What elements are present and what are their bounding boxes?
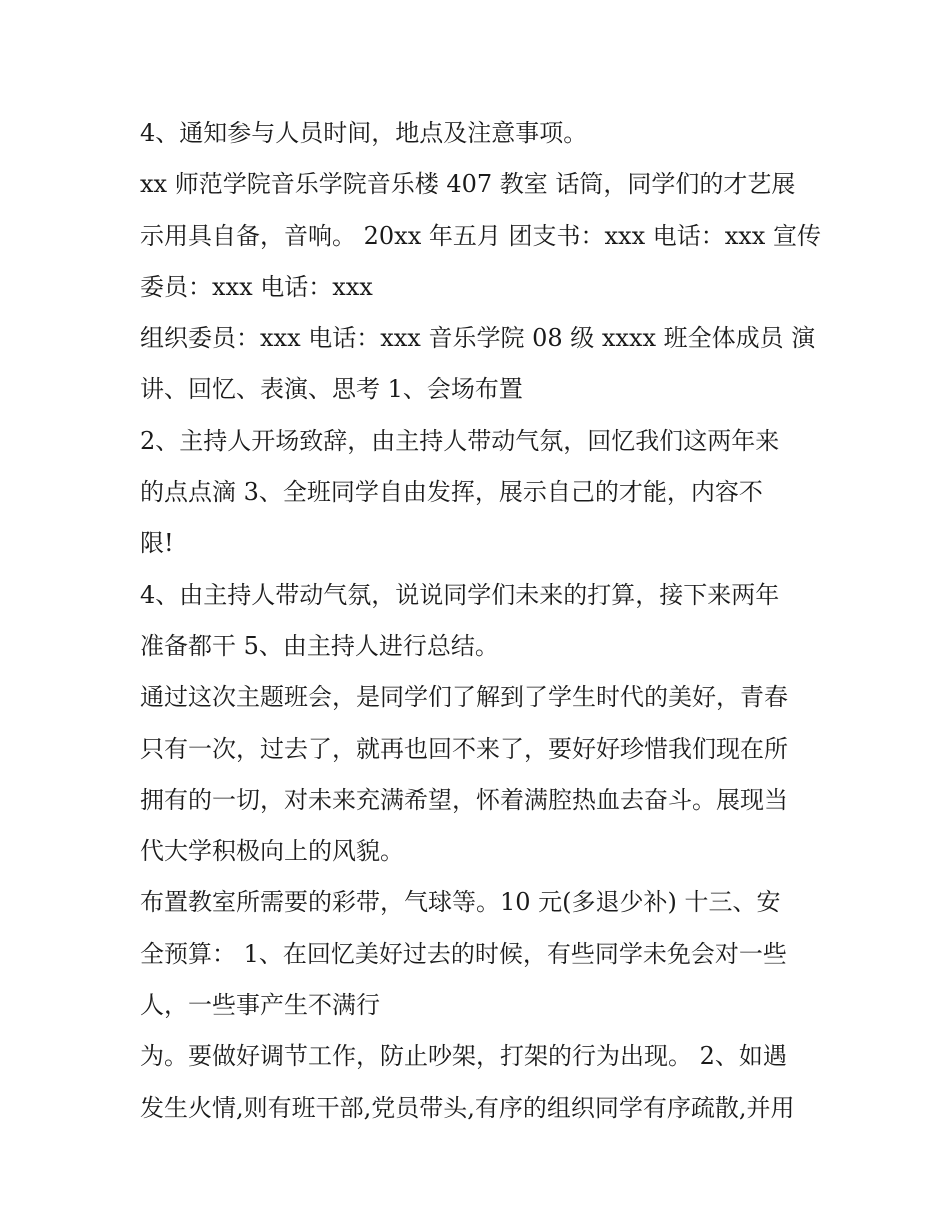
text-line: 2、主持人开场致辞，由主持人带动气氛，回忆我们这两年来 [140,426,780,455]
text-line: 委员：xxx 电话：xxx [140,272,373,301]
text-line: 全预算： 1、在回忆美好过去的时候，有些同学未免会对一些 [140,939,787,968]
text-line: 发生火情,则有班干部,党员带头,有序的组织同学有序疏散,并用 [140,1093,795,1122]
text-line: 限! [140,529,174,558]
text-line: 示用具自备，音响。 20xx 年五月 团支书：xxx 电话：xxx 宣传 [140,221,821,250]
text-line: 的点点滴 3、全班同学自由发挥，展示自己的才能，内容不 [140,478,763,507]
text-line: 通过这次主题班会，是同学们了解到了学生时代的美好，青春 [140,683,788,712]
text-line: 只有一次，过去了，就再也回不来了，要好好珍惜我们现在所 [140,734,788,763]
text-line: 讲、回忆、表演、思考 1、会场布置 [140,375,523,404]
text-line: 代大学积极向上的风貌。 [140,837,404,866]
text-line: 组织委员：xxx 电话：xxx 音乐学院 08 级 xxxx 班全体成员 演 [140,324,816,353]
text-line: xx 师范学院音乐学院音乐楼 407 教室 话筒，同学们的才艺展 [140,170,796,199]
text-line: 人，一些事产生不满行 [140,991,380,1020]
text-line: 布置教室所需要的彩带，气球等。10 元(多退少补) 十三、安 [140,888,781,917]
document-body [140,108,820,1134]
text-line: 准备都干 5、由主持人进行总结。 [140,631,499,660]
text-line: 拥有的一切，对未来充满希望，怀着满腔热血去奋斗。展现当 [140,785,788,814]
text-line: 4、通知参与人员时间，地点及注意事项。 [140,119,588,147]
text-line: 为。要做好调节工作，防止吵架，打架的行为出现。 2、如遇 [140,1042,787,1071]
text-line: 4、由主持人带动气氛，说说同学们未来的打算，接下来两年 [140,580,780,609]
